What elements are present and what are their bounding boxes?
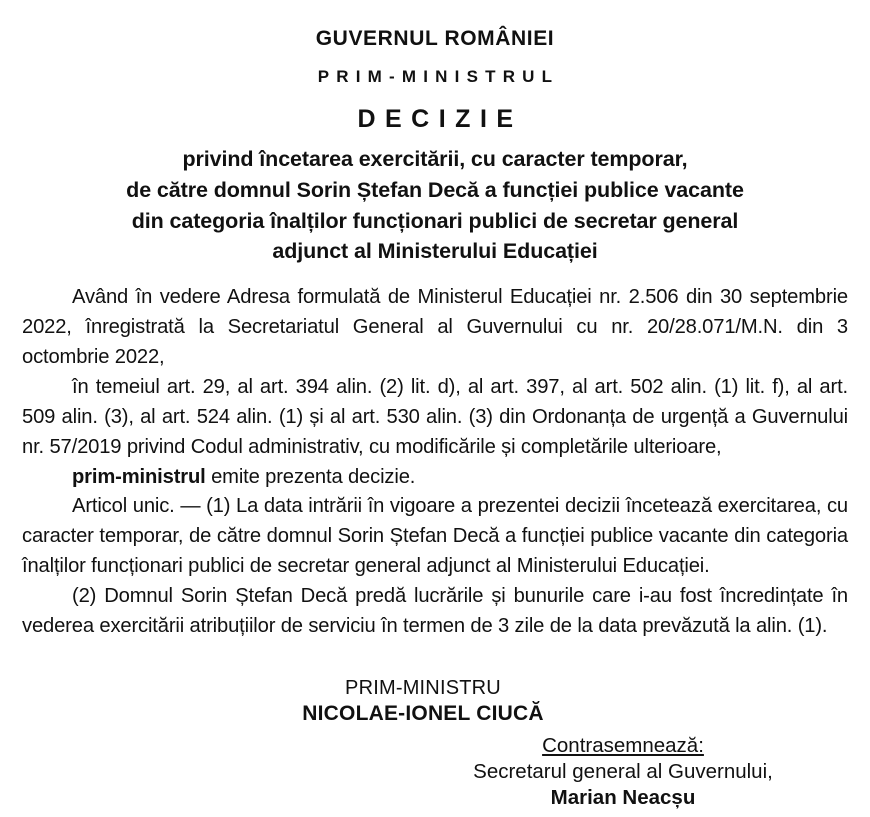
prime-minister-signature [258,676,588,727]
prime-minister-name: NICOLAE-IONEL CIUCĂ [302,701,544,725]
preamble-paragraph: Având în vedere Adresa formulată de Ministerul Educației nr. 2.506 din 30 septembrie 2022, înregistrată la Secretariatul General al Guvernului cu nr. 20/28.071/M.N. din 3 octombrie 2022, [22,286,848,368]
countersign-label-wrap [452,733,794,759]
countersign-role: Secretarul general al Guvernului, [473,760,773,784]
enacting-clause-predicate: emite prezenta decizie. [205,465,416,488]
countersign-label: Contrasemnează: [542,734,704,757]
office-title: PRIM-MINISTRUL [317,67,560,87]
prime-minister-role: PRIM-MINISTRU [345,677,501,699]
article-unic-paragraph-2: (2) Domnul Sorin Ștefan Decă predă lucrările și bunurile care i-au fost încredințate în vederea exercitării atribuțiilor de serviciu în termen de 3 zile de la data prevăzută la alin. (1). [22,585,848,638]
document-body [22,283,848,642]
subject-line-2: de către domnul Sorin Ștefan Decă a funcției publice vacante [126,178,744,203]
article-unic-paragraph-1: Articol unic. — (1) La data intrării în vigoare a prezentei decizii încetează exercitarea, cu caracter temporar, de către domnul Sorin Ștefan Decă a funcției publice vacante din categoria înalților funcționari publici de secretar general adjunct al Ministerului Educației. [22,495,848,578]
document-subject-block [40,144,830,267]
subject-line-3: din categoria înalților funcționari publici de secretar general [131,208,739,233]
subject-line-1: privind încetarea exercitării, cu caracter temporar, [182,147,688,172]
countersign-name: Marian Neacșu [550,786,696,810]
subject-line-4: adjunct al Ministerului Educației [272,239,598,264]
legal-basis-paragraph: în temeiul art. 29, al art. 394 alin. (2) lit. d), al art. 397, al art. 502 alin. (1) lit. f), al art. 509 alin. (3), al art. 524 alin. (1) și al art. 530 alin. (3) din Ordonanța de urgență a Guvernului nr. 57/2019 privind Codul administrativ, cu modificările și completările ulterioare, [22,375,848,458]
document-masthead [0,0,870,133]
enacting-clause-subject: prim-ministrul [72,465,206,488]
countersignature [452,733,794,812]
enacting-clause-paragraph [22,463,848,493]
document-type-heading: DECIZIE [357,104,523,133]
organization-title: GUVERNUL ROMÂNIEI [315,27,555,50]
